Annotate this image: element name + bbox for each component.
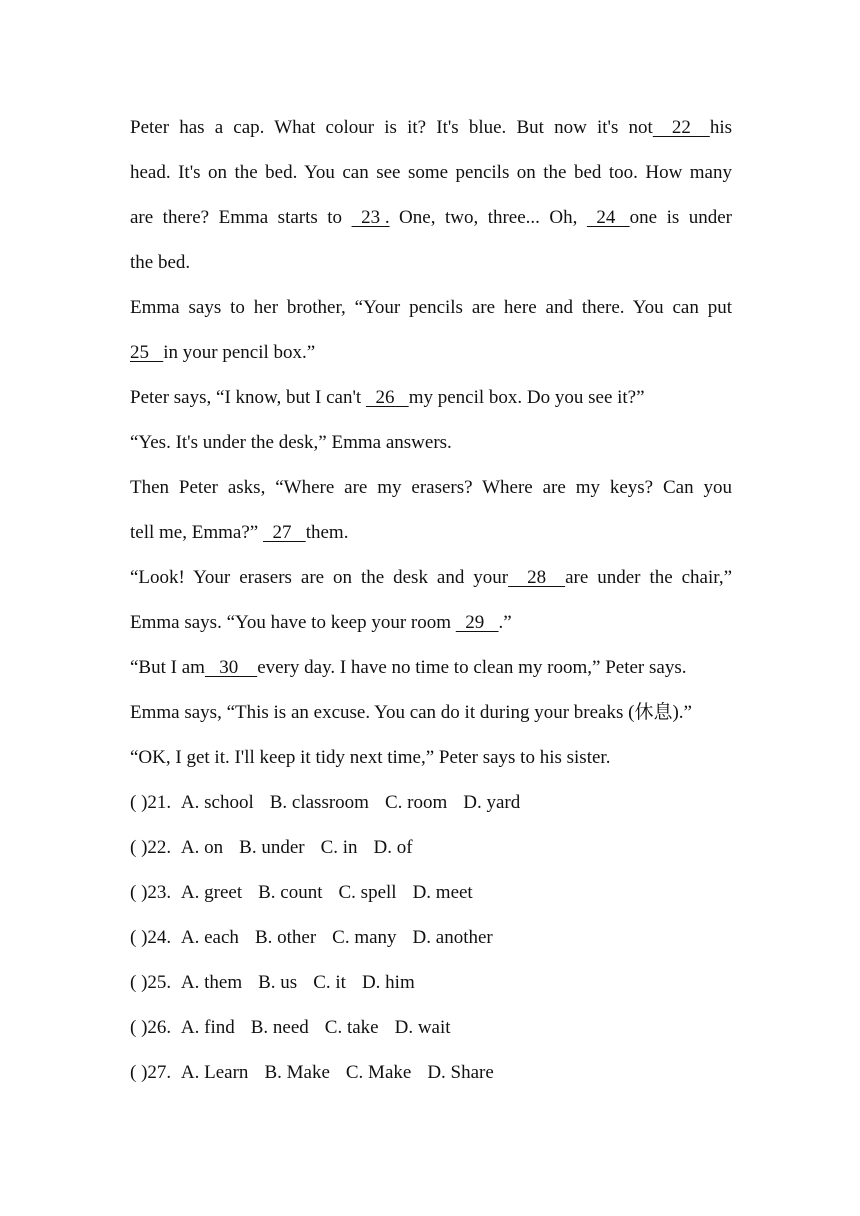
question-row xyxy=(130,960,732,1005)
passage-text: one is under xyxy=(629,207,732,228)
answer-option: C. spell xyxy=(338,882,397,903)
passage-line xyxy=(130,195,732,240)
blank-28: 28 xyxy=(508,567,566,588)
answer-option: B. count xyxy=(258,882,323,903)
passage-text: in your pencil box.” xyxy=(163,342,316,363)
answer-option: B. us xyxy=(258,972,298,993)
question-number: ( )26. xyxy=(130,1017,176,1038)
passage-line xyxy=(130,555,732,600)
answer-option: C. Make xyxy=(345,1062,412,1083)
document-page xyxy=(130,105,732,1095)
question-number: ( )27. xyxy=(130,1062,176,1083)
answer-option: D. wait xyxy=(394,1017,451,1038)
question-row xyxy=(130,1050,732,1095)
passage-line: “Yes. It's under the desk,” Emma answers. xyxy=(130,432,452,453)
passage-text: are there? Emma starts to xyxy=(130,207,352,228)
answer-option: B. under xyxy=(239,837,305,858)
answer-option: B. Make xyxy=(264,1062,330,1083)
passage-text: are under the chair,” xyxy=(565,567,733,588)
passage-line xyxy=(130,510,732,555)
passage-text: Peter says, “I know, but I can't xyxy=(130,387,366,408)
answer-option: D. Share xyxy=(427,1062,494,1083)
passage-line: Emma says to her brother, “Your pencils are here and there. You can put xyxy=(130,297,732,318)
passage-line: Then Peter asks, “Where are my erasers? Where are my keys? Can you xyxy=(130,477,732,498)
answer-option: A. find xyxy=(180,1017,235,1038)
answer-option: C. many xyxy=(332,927,397,948)
passage-line xyxy=(130,600,732,645)
blank-23: 23 . xyxy=(351,207,390,228)
passage-line xyxy=(130,330,732,375)
blank-22: 22 xyxy=(652,117,710,138)
passage-text: “But I am xyxy=(130,657,205,678)
question-number: ( )24. xyxy=(130,927,176,948)
answer-option: D. yard xyxy=(463,792,521,813)
answer-option: A. greet xyxy=(180,882,243,903)
question-row xyxy=(130,870,732,915)
answer-option: D. meet xyxy=(412,882,473,903)
answer-option: A. school xyxy=(180,792,254,813)
answer-option: B. need xyxy=(250,1017,309,1038)
answer-option: D. him xyxy=(361,972,415,993)
passage-line: Emma says, “This is an excuse. You can do it during your breaks (休息).” xyxy=(130,702,692,723)
answer-option: A. Learn xyxy=(180,1062,249,1083)
blank-29: 29 xyxy=(455,612,499,633)
question-list xyxy=(130,780,732,1095)
question-number: ( )23. xyxy=(130,882,176,903)
answer-option: A. them xyxy=(180,972,243,993)
passage-text: every day. I have no time to clean my room,” Peter says. xyxy=(257,657,687,678)
passage-text: .” xyxy=(498,612,512,633)
question-number: ( )25. xyxy=(130,972,176,993)
passage-line xyxy=(130,375,732,420)
answer-option: C. it xyxy=(313,972,346,993)
passage-text: my pencil box. Do you see it?” xyxy=(408,387,645,408)
passage-text: Peter has a cap. What colour is it? It's blue. But now it's not xyxy=(130,117,653,138)
answer-option: A. on xyxy=(180,837,224,858)
passage-text: Emma says. “You have to keep your room xyxy=(130,612,456,633)
passage-line xyxy=(130,645,732,690)
blank-27: 27 xyxy=(262,522,306,543)
passage-line xyxy=(130,105,732,150)
blank-24: 24 xyxy=(586,207,630,228)
question-number: ( )21. xyxy=(130,792,176,813)
passage-line: head. It's on the bed. You can see some pencils on the bed too. How many xyxy=(130,162,732,183)
answer-option: B. classroom xyxy=(269,792,369,813)
answer-option: C. take xyxy=(324,1017,379,1038)
passage-text: One, two, three... Oh, xyxy=(389,207,587,228)
answer-option: D. of xyxy=(373,837,413,858)
answer-option: A. each xyxy=(180,927,239,948)
question-row xyxy=(130,780,732,825)
answer-option: C. room xyxy=(384,792,448,813)
question-row xyxy=(130,915,732,960)
blank-25: 25 xyxy=(130,342,164,363)
passage-text: them. xyxy=(305,522,349,543)
question-number: ( )22. xyxy=(130,837,176,858)
question-row xyxy=(130,1005,732,1050)
passage-line: “OK, I get it. I'll keep it tidy next time,” Peter says to his sister. xyxy=(130,747,611,768)
question-row xyxy=(130,825,732,870)
passage-line: the bed. xyxy=(130,252,191,273)
answer-option: D. another xyxy=(412,927,493,948)
passage-text: his xyxy=(709,117,732,138)
passage-text: “Look! Your erasers are on the desk and your xyxy=(130,567,509,588)
answer-option: B. other xyxy=(254,927,317,948)
passage-text: tell me, Emma?” xyxy=(130,522,263,543)
blank-26: 26 xyxy=(365,387,409,408)
answer-option: C. in xyxy=(320,837,358,858)
blank-30: 30 xyxy=(204,657,258,678)
